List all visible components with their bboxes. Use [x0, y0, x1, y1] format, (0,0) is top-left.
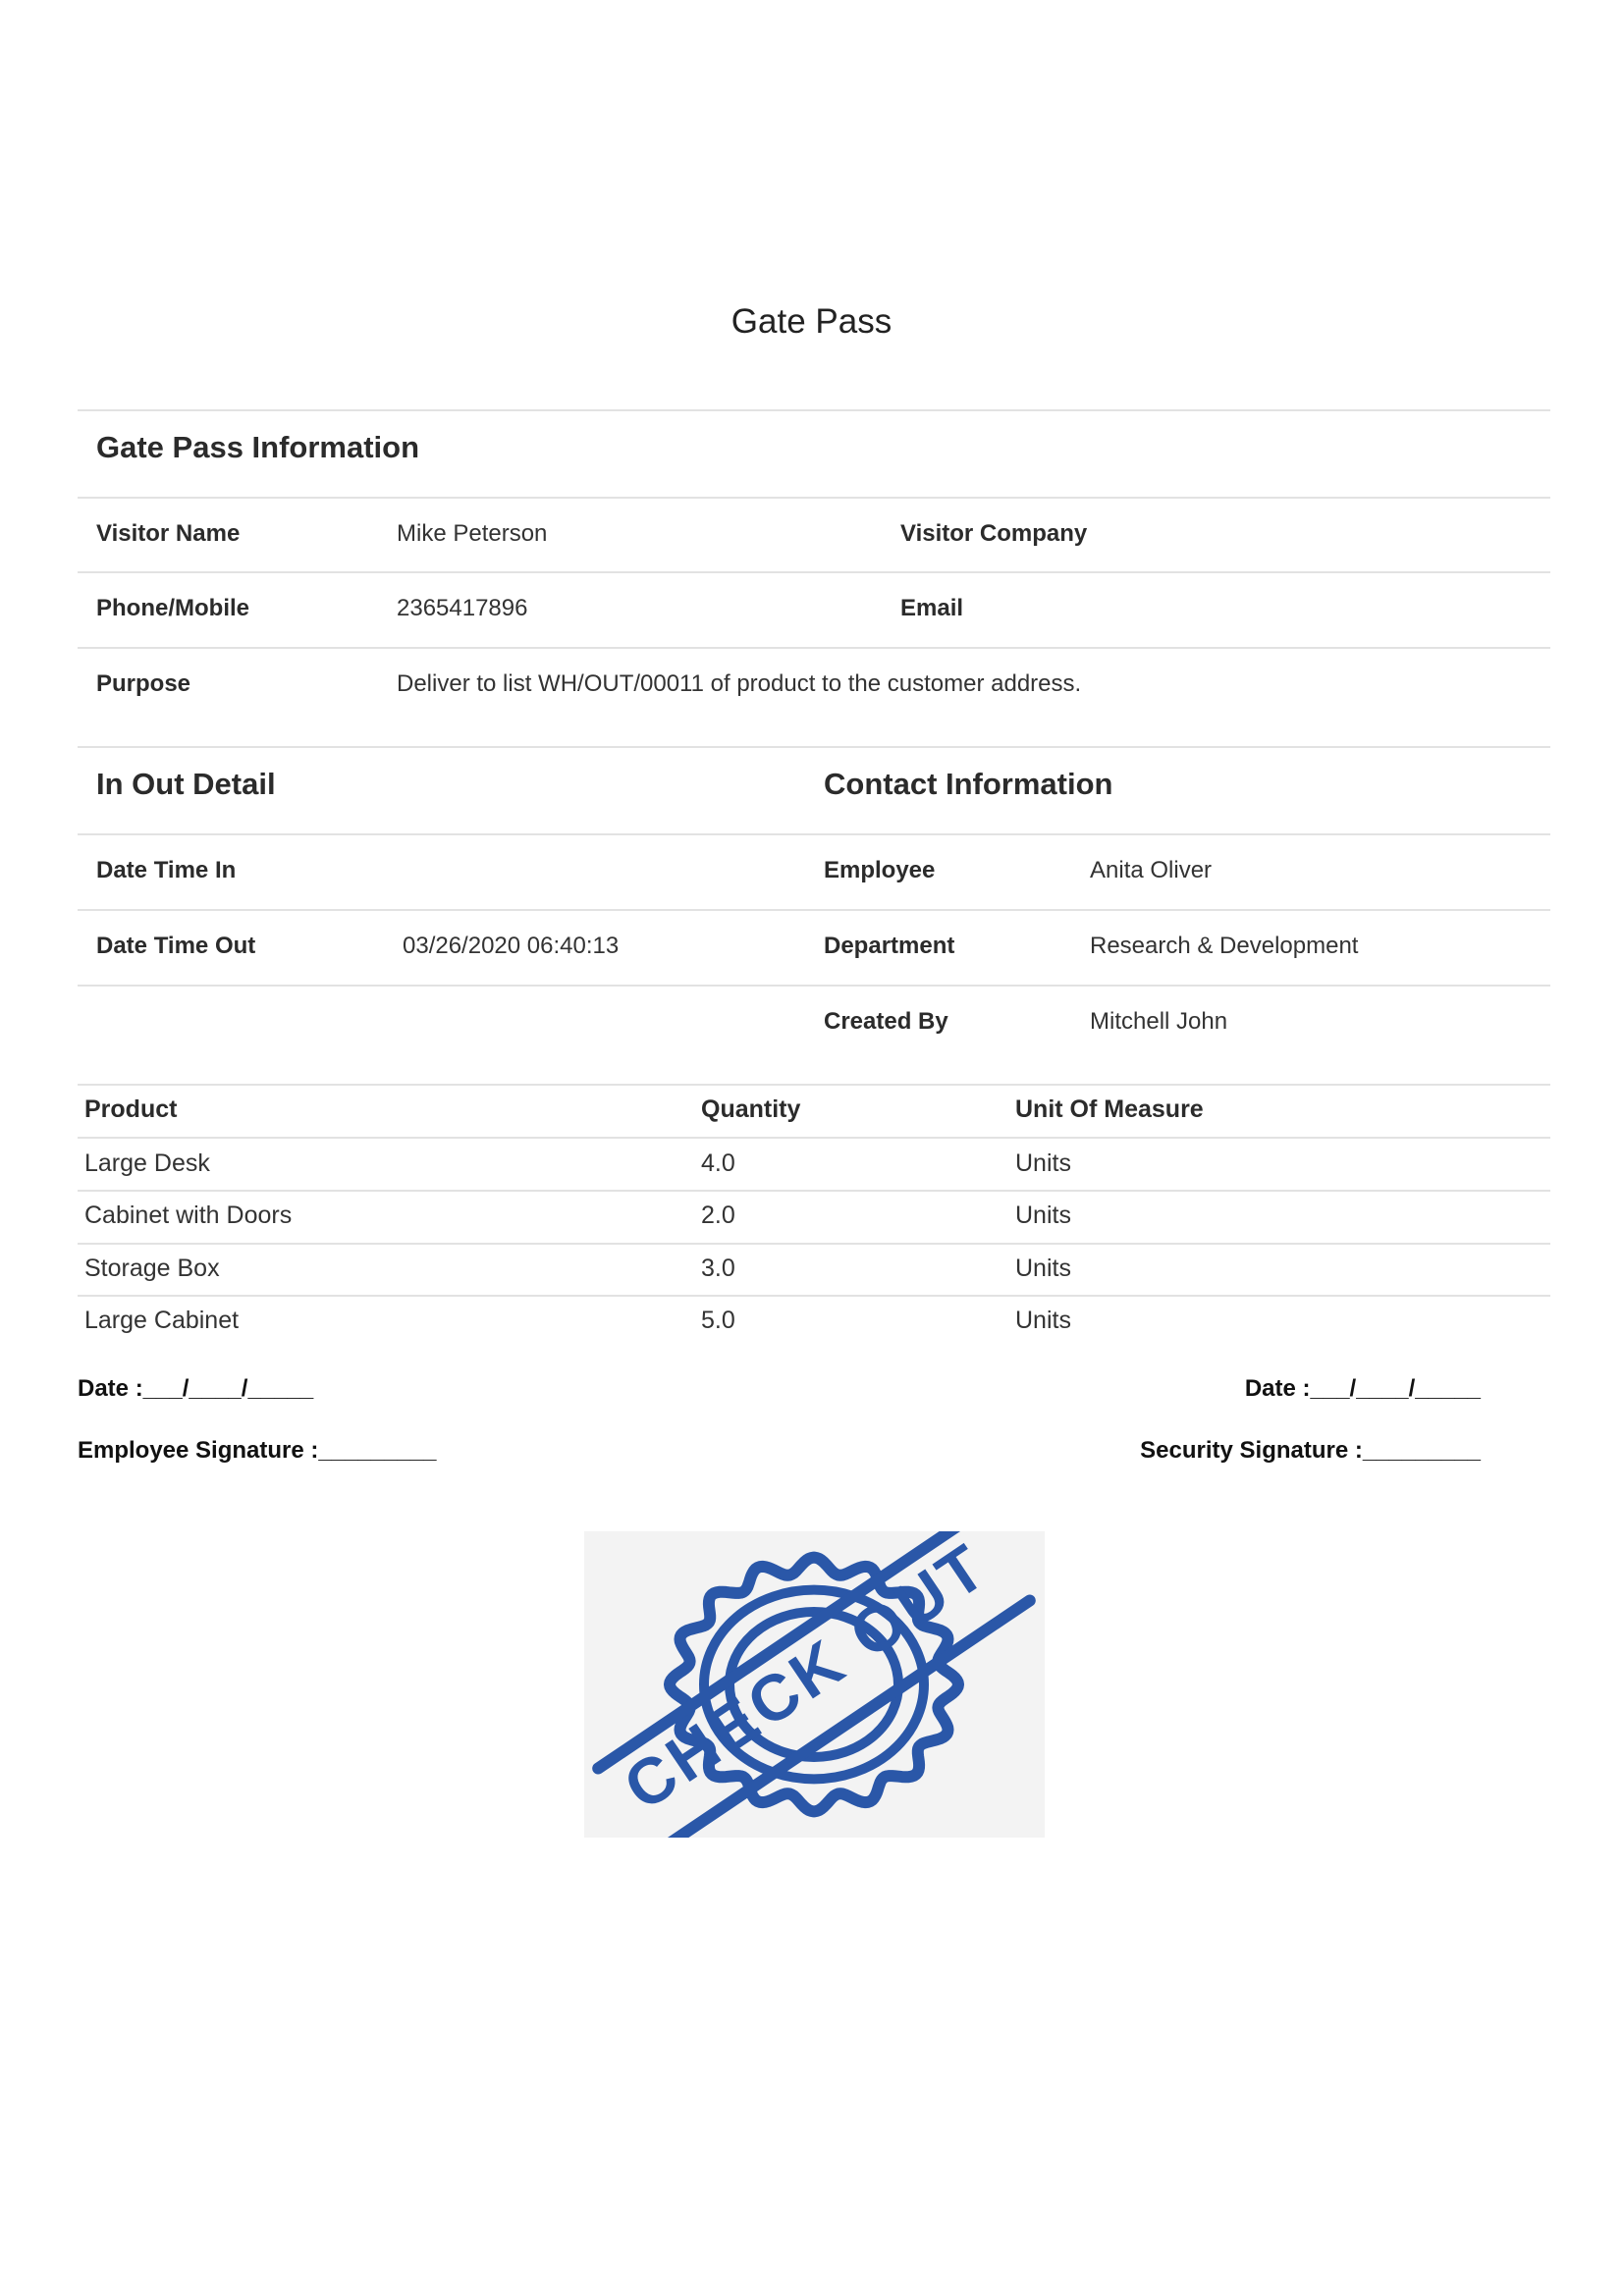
phone-label: Phone/Mobile — [96, 595, 249, 621]
contact-info-heading: Contact Information — [824, 767, 1113, 801]
table-top-border — [78, 1084, 1550, 1086]
uom-cell: Units — [1015, 1201, 1071, 1229]
date-time-in-label: Date Time In — [96, 857, 237, 883]
created-by-value: Mitchell John — [1090, 1008, 1228, 1035]
purpose-label: Purpose — [96, 670, 191, 697]
email-label: Email — [900, 595, 964, 621]
in-out-detail-heading: In Out Detail — [96, 767, 276, 801]
employee-date-line: Date :___/____/_____ — [78, 1375, 314, 1402]
gate-pass-info-heading: Gate Pass Information — [96, 430, 420, 464]
quantity-cell: 2.0 — [701, 1201, 735, 1229]
date-time-out-value: 03/26/2020 06:40:13 — [403, 933, 620, 959]
department-label: Department — [824, 933, 955, 959]
divider — [78, 571, 1550, 573]
divider — [78, 409, 1550, 411]
divider — [78, 497, 1550, 499]
employee-label: Employee — [824, 857, 936, 883]
divider — [78, 647, 1550, 649]
product-cell: Large Desk — [84, 1149, 210, 1177]
purpose-value: Deliver to list WH/OUT/00011 of product to the customer address. — [397, 670, 1082, 697]
employee-value: Anita Oliver — [1090, 857, 1213, 883]
employee-signature-line: Employee Signature :_________ — [78, 1437, 437, 1464]
visitor-company-label: Visitor Company — [900, 520, 1088, 547]
divider — [78, 1190, 1550, 1192]
created-by-label: Created By — [824, 1008, 948, 1035]
uom-cell: Units — [1015, 1255, 1071, 1282]
product-cell: Cabinet with Doors — [84, 1201, 293, 1229]
uom-cell: Units — [1015, 1307, 1071, 1334]
divider — [78, 985, 1550, 987]
divider — [78, 746, 1550, 748]
check-out-stamp-icon — [584, 1531, 1045, 1838]
divider — [78, 1137, 1550, 1139]
date-time-out-label: Date Time Out — [96, 933, 256, 959]
visitor-name-label: Visitor Name — [96, 520, 241, 547]
divider — [78, 1243, 1550, 1245]
security-date-line: Date :___/____/_____ — [1244, 1375, 1481, 1402]
divider — [78, 909, 1550, 911]
stamp-text: CHECK OUT — [611, 1531, 1001, 1824]
divider — [78, 833, 1550, 835]
uom-column-header: Unit Of Measure — [1015, 1095, 1204, 1123]
phone-value: 2365417896 — [397, 595, 528, 621]
page-title: Gate Pass — [730, 302, 893, 341]
quantity-column-header: Quantity — [701, 1095, 801, 1123]
visitor-name-value: Mike Peterson — [397, 520, 548, 547]
security-signature-line: Security Signature :_________ — [1140, 1437, 1481, 1464]
product-cell: Large Cabinet — [84, 1307, 240, 1334]
quantity-cell: 5.0 — [701, 1307, 735, 1334]
quantity-cell: 3.0 — [701, 1255, 735, 1282]
product-column-header: Product — [84, 1095, 178, 1123]
uom-cell: Units — [1015, 1149, 1071, 1177]
department-value: Research & Development — [1090, 933, 1359, 959]
divider — [78, 1295, 1550, 1297]
quantity-cell: 4.0 — [701, 1149, 735, 1177]
product-cell: Storage Box — [84, 1255, 220, 1282]
